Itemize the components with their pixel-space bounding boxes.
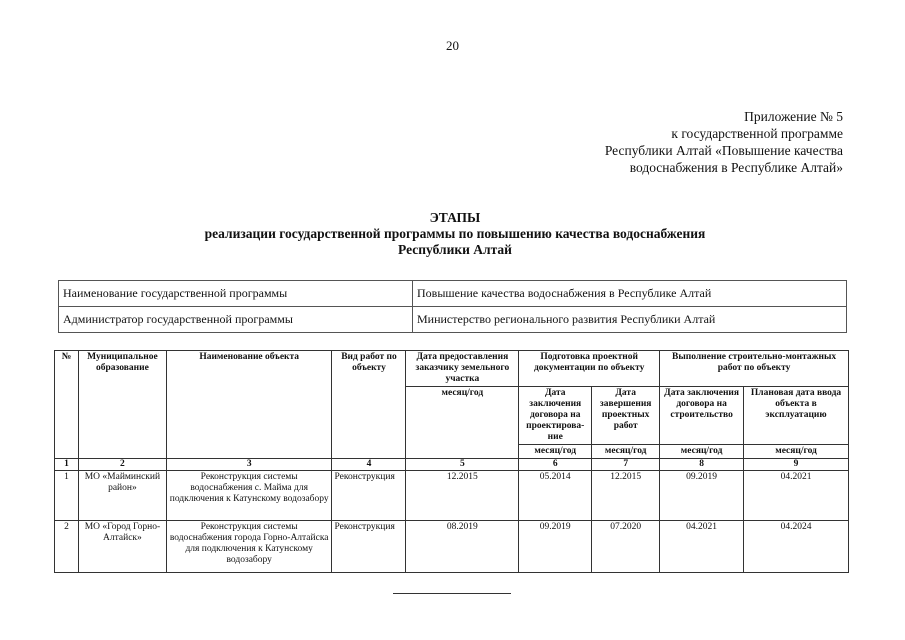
header-construction-contract: Дата заключения договора на строительство: [660, 387, 744, 445]
column-number: 3: [166, 459, 332, 471]
program-name-value: Повышение качества водоснабжения в Республике Алтай: [413, 281, 847, 307]
cell-land-date: 12.2015: [406, 471, 519, 521]
header-design: Подготовка проектной документации по объекту: [519, 351, 660, 387]
program-name-label: Наименование государственной программы: [59, 281, 413, 307]
title-line: реализации государственной программы по повышению качества водоснабжения: [204, 226, 706, 241]
annex-line: водоснабжения в Республике Алтай»: [629, 160, 843, 175]
title-line: Республики Алтай: [398, 242, 512, 257]
column-number: 2: [78, 459, 166, 471]
administrator-label: Администратор государственной программы: [59, 307, 413, 333]
cell-object: Реконструкция системы водоснабжения города Горно-Алтайска для подключения к Катунскому водозабору: [166, 521, 332, 573]
header-construction: Выполнение строительно-монтажных работ по объекту: [660, 351, 849, 387]
annex-line: Приложение № 5: [744, 109, 843, 124]
header-month-year: месяц/год: [744, 445, 849, 459]
page-number: 20: [446, 38, 459, 53]
header-month-year: месяц/год: [519, 445, 592, 459]
column-number: 6: [519, 459, 592, 471]
table-row: [55, 521, 849, 573]
annex-line: к государственной программе: [671, 126, 843, 141]
cell-num: 2: [55, 521, 79, 573]
header-design-completion: Дата завершения проектных работ: [592, 387, 660, 445]
column-number: 4: [332, 459, 406, 471]
cell-commissioning: 04.2024: [744, 521, 849, 573]
header-municipality: Муниципальное образование: [78, 351, 166, 459]
cell-object: Реконструкция системы водоснабжения с. Майма для подключения к Катунскому водозабору: [166, 471, 332, 521]
administrator-value: Министерство регионального развития Республики Алтай: [413, 307, 847, 333]
column-number: 7: [592, 459, 660, 471]
table-row: [55, 471, 849, 521]
cell-land-date: 08.2019: [406, 521, 519, 573]
column-number: 8: [660, 459, 744, 471]
cell-num: 1: [55, 471, 79, 521]
header-num: №: [55, 351, 79, 459]
title-line: ЭТАПЫ: [429, 210, 481, 225]
stages-table: [54, 350, 849, 573]
header-object: Наименование объекта: [166, 351, 332, 459]
header-month-year: месяц/год: [592, 445, 660, 459]
cell-design-completion: 07.2020: [592, 521, 660, 573]
annex-line: Республики Алтай «Повышение качества: [604, 143, 843, 158]
column-number: 9: [744, 459, 849, 471]
program-info-table: [58, 280, 847, 333]
annex-header: [543, 108, 843, 176]
cell-work-type: Реконструкция: [332, 521, 406, 573]
header-land-month-year: месяц/год: [406, 387, 519, 459]
cell-construction-contract: 09.2019: [660, 471, 744, 521]
column-number: 5: [406, 459, 519, 471]
cell-work-type: Реконструкция: [332, 471, 406, 521]
cell-design-contract: 09.2019: [519, 521, 592, 573]
header-commissioning: Плановая дата ввода объекта в эксплуатацию: [744, 387, 849, 445]
footnote-separator: [393, 593, 511, 594]
cell-design-completion: 12.2015: [592, 471, 660, 521]
column-numbers-row: [55, 459, 849, 471]
header-work-type: Вид работ по объекту: [332, 351, 406, 459]
cell-construction-contract: 04.2021: [660, 521, 744, 573]
cell-municipality: МО «Майминский район»: [78, 471, 166, 521]
cell-commissioning: 04.2021: [744, 471, 849, 521]
header-month-year: месяц/год: [660, 445, 744, 459]
header-design-contract: Дата заключения договора на проектирова-ние: [519, 387, 592, 445]
header-land-date: Дата предоставления заказчику земельного участка: [406, 351, 519, 387]
cell-design-contract: 05.2014: [519, 471, 592, 521]
column-number: 1: [55, 459, 79, 471]
cell-municipality: МО «Город Горно-Алтайск»: [78, 521, 166, 573]
administrator-row: [59, 307, 847, 333]
program-name-row: [59, 281, 847, 307]
document-title: [60, 210, 850, 258]
